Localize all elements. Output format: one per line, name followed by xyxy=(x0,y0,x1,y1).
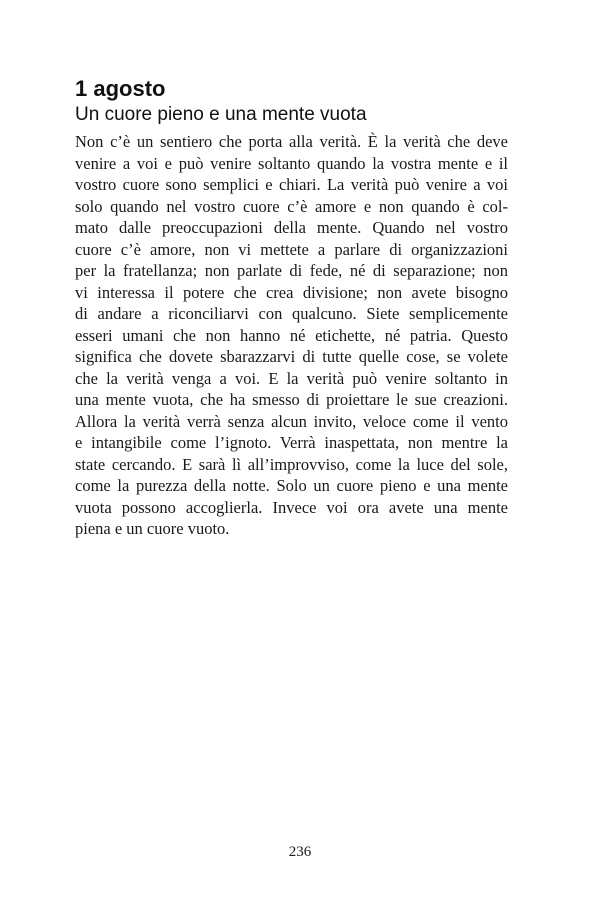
text-line: cuore c’è amore, non vi mettete a parlare di organizzazioni xyxy=(75,239,508,259)
text-line: Non c’è un sentiero che porta alla verità. È la verità che deve xyxy=(75,132,508,151)
text-line: esseri umani che non hanno né etichette, né patria. Questo xyxy=(75,325,508,345)
page-number: 236 xyxy=(288,844,312,860)
text-line: che la verità venga a voi. E la verità può venire soltanto in xyxy=(75,368,508,388)
entry-date: 1 agosto xyxy=(75,76,166,101)
entry-heading xyxy=(75,76,535,127)
entry-subtitle: Un cuore pieno e una mente vuota xyxy=(75,104,367,125)
text-line: come la purezza della notte. Solo un cuore pieno e una mente xyxy=(75,476,508,495)
text-line: significa che dovete sbarazzarvi di tutte quelle cose, se volete xyxy=(75,347,508,366)
text-line: vostro cuore sono semplici e chiari. La verità può venire a voi xyxy=(75,175,508,194)
text-line: una mente vuota, che ha smesso di proiettare le sue creazioni. xyxy=(75,390,508,409)
text-line: e intangibile come l’ignoto. Verrà inaspettata, non mentre la xyxy=(75,433,508,452)
text-line: per la fratellanza; non parlate di fede, né di separazione; non xyxy=(75,261,508,280)
text-line: vi interessa il potere che crea divisione; non avete bisogno xyxy=(75,282,508,302)
body-paragraph xyxy=(75,131,508,540)
text-line: venire a voi e può venire soltanto quando la vostra mente e il xyxy=(75,153,508,173)
text-line: vuota possono accoglierla. Invece voi ora avete una mente xyxy=(75,497,508,517)
text-line: di andare a riconciliarvi con qualcuno. Siete semplicemente xyxy=(75,304,508,323)
text-line: solo quando nel vostro cuore c’è amore e non quando è col- xyxy=(75,196,508,216)
text-line: state cercando. E sarà lì all’improvviso, come la luce del sole, xyxy=(75,454,508,474)
text-line: piena e un cuore vuoto. xyxy=(75,519,230,538)
text-line: mato dalle preoccupazioni della mente. Quando nel vostro xyxy=(75,218,508,237)
text-line: Allora la verità verrà senza alcun invito, veloce come il vento xyxy=(75,411,508,431)
